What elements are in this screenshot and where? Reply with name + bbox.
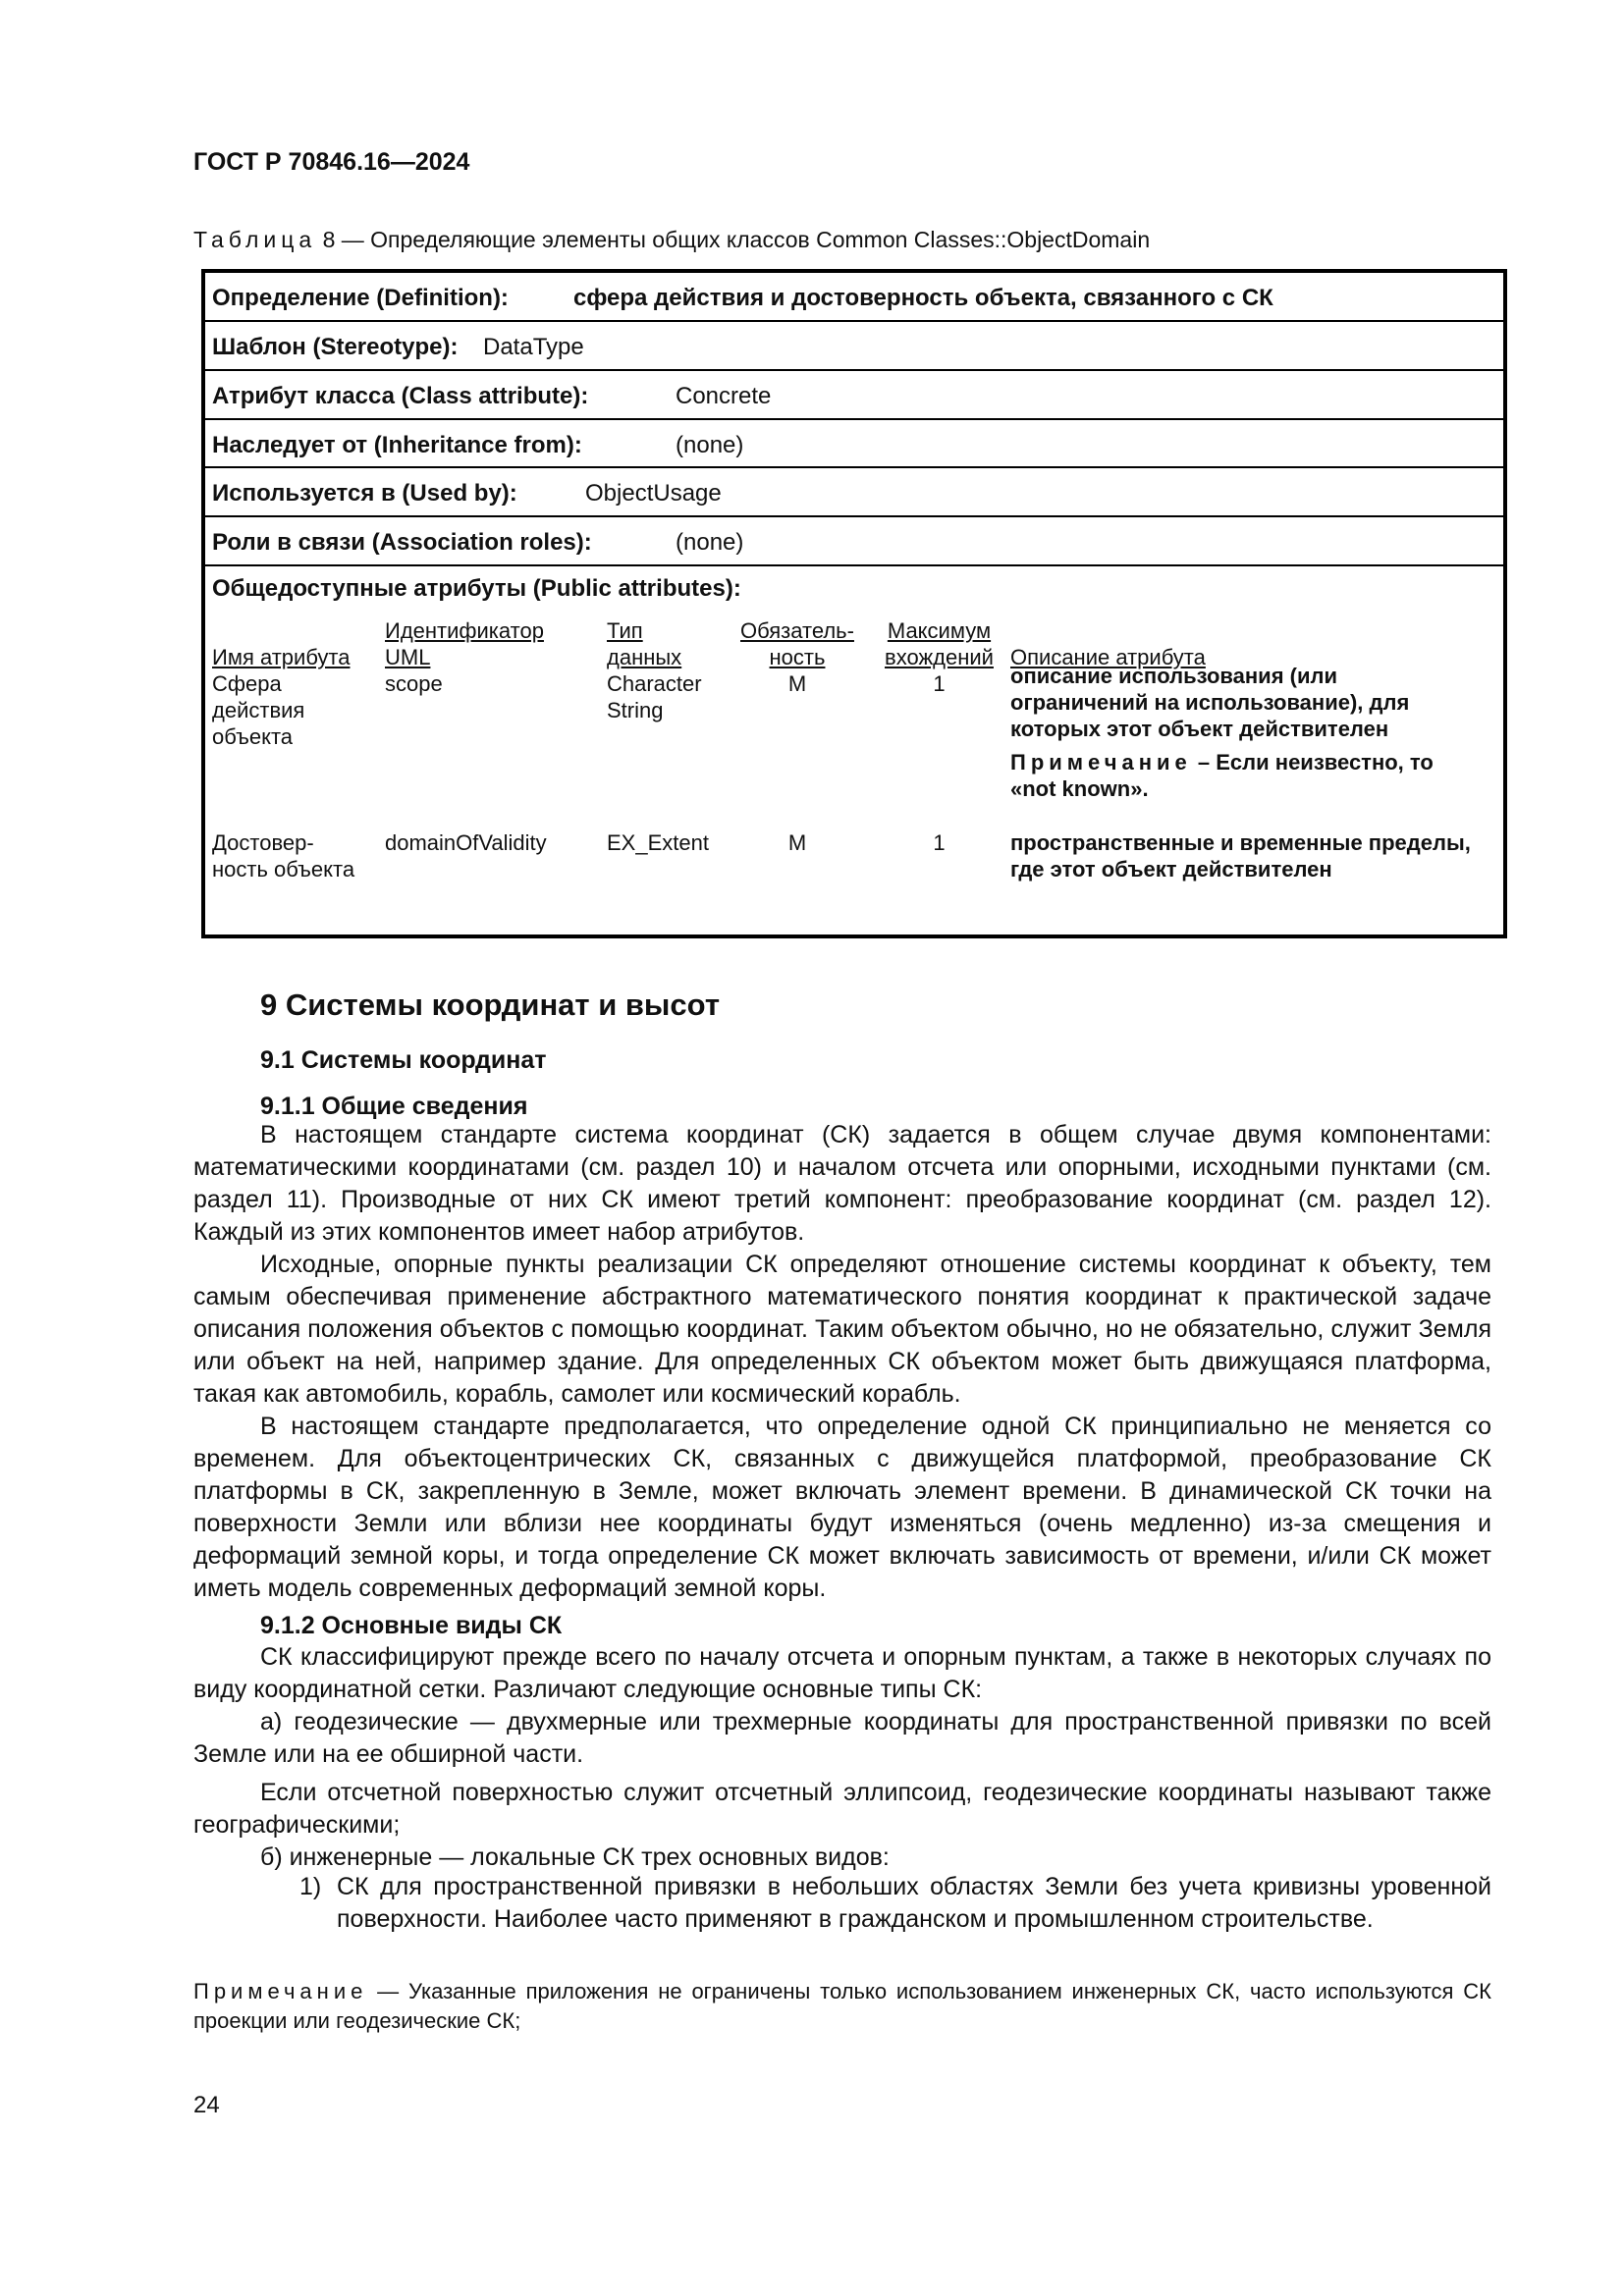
attr1-type-line: Character [607,671,702,696]
attr2-desc-line: пространственные и временные пределы, [1010,830,1471,855]
paragraph: В настоящем стандарте система координат (СК) задается в общем случае двумя компонентами: математическими координатами (см. раздел 10) и началом отсчета или опорными, исходными пунктами (см. раздел 11). Производные от них СК имеют третий компонент: преобразование координат (см. раздел 12). Каждый из этих компонентов имеет набор атрибутов. [193,1121,1491,1246]
attr1-note-line1 [1010,749,1434,775]
list-item-b: б) инженерные — локальные СК трех основных видов: [260,1843,890,1871]
object-domain-table [201,269,1507,938]
section-9-1-1-body [193,1119,1491,1605]
attr1-name-line: действия [212,698,305,722]
section-9-1-2-title: 9.1.2 Основные виды СК [260,1612,563,1639]
table-row-inheritance [205,420,1503,468]
table-row-class-attribute [205,371,1503,420]
list-item-a: а) геодезические — двухмерные или трехмерные координаты для пространственной привязки по всей Земле или на ее обширной части. [193,1708,1491,1768]
attr1-desc-line: которых этот объект действителен [1010,717,1389,741]
public-attributes-title: Общедоступные атрибуты (Public attributes): [212,575,741,602]
col-header-name-text: Имя атрибута [212,645,351,669]
inheritance-value: (none) [676,432,744,458]
attr1-name-line: объекта [212,724,294,749]
attr1-desc [1010,663,1409,742]
attr1-note [1010,749,1434,802]
section-note-word: Примечание [193,1979,368,2003]
col-header-obligation-line2: ность [769,645,826,669]
association-roles-key: Роли в связи (Association roles): [212,529,592,556]
col-header-type-line1: Тип [607,618,643,643]
attr2-name [212,829,354,882]
attr1-type [607,670,702,723]
stereotype-key: Шаблон (Stereotype): [212,334,459,360]
attr2-obligation: M [787,830,807,855]
table-caption-text: 8 — Определяющие элементы общих классов Common Classes::ObjectDomain [316,227,1151,252]
attr1-max: 1 [933,671,946,696]
class-attribute-value: Concrete [676,383,772,409]
section-9-1-2-body [193,1641,1491,1874]
attr2-desc-line: где этот объект действителен [1010,857,1332,881]
col-header-type-line2: данных [607,645,682,669]
document-header: ГОСТ Р 70846.16—2024 [193,148,470,176]
paragraph: Исходные, опорные пункты реализации СК определяют отношение системы координат к объекту, тем самым обеспечивая применение абстрактного математического понятия координат к практической задаче описания положения объектов с помощью координат. Таким объектом обычно, но не обязательно, служит Земля или объект на ней, например здание. Для определенных СК объектом может быть движущаяся платформа, такая как автомобиль, корабль, самолет или космический корабль. [193,1251,1491,1408]
section-9-title: 9 Системы координат и высот [260,988,720,1022]
paragraph: Если отсчетной поверхностью служит отсчетный эллипсоид, геодезические координаты называют также географическими; [193,1779,1491,1839]
list-item-b1 [337,1871,1491,1936]
used-by-value: ObjectUsage [585,480,722,507]
col-header-name [212,644,351,670]
attr1-type-line: String [607,698,664,722]
section-note-text: — Указанные приложения не ограничены только использованием инженерных СК, часто используются СК проекции или геодезические СК; [193,1979,1491,2033]
stereotype-value: DataType [483,334,584,360]
col-header-desc-text: Описание атрибута [1010,645,1206,669]
attr1-note-rest: – Если неизвестно, то [1191,750,1434,774]
attr2-desc [1010,829,1471,882]
list-item-b1-text: СК для пространственной привязки в небольших областях Земли без учета кривизны уровенной поверхности. Наиболее часто применяют в гражданском и промышленном строительстве. [337,1873,1491,1933]
section-9-1-1-title: 9.1.1 Общие сведения [260,1093,528,1120]
attr1-note-line2: «not known». [1010,776,1149,801]
table-row-stereotype [205,322,1503,371]
attr2-type: EX_Extent [607,830,709,855]
col-header-type [607,617,681,670]
list-item-b1-number: 1) [299,1873,322,1900]
attr2-name-line: Достовер- [212,830,314,855]
col-header-uml [385,617,544,670]
used-by-key: Используется в (Used by): [212,480,517,507]
section-9-1-title: 9.1 Системы координат [260,1046,547,1074]
definition-key: Определение (Definition): [212,285,509,311]
class-attribute-key: Атрибут класса (Class attribute): [212,383,589,409]
definition-value: сфера действия и достоверность объекта, связанного с СК [573,285,1273,311]
attr2-max: 1 [933,830,946,855]
col-header-uml-line1: Идентификатор [385,618,544,643]
attr2-uml: domainOfValidity [385,830,547,855]
paragraph: В настоящем стандарте предполагается, что определение одной СК принципиально не меняется со временем. Для объектоцентрических СК, связанных с движущейся платформой, преобразование СК платформы в СК, закрепленную в Земле, может включать элемент времени. В динамической СК точки на поверхности Земли или вблизи нее координаты будут изменяться (очень медленно) из-за смещения и деформаций земной коры, и тогда определение СК может включать зависимость от времени, и/или СК может иметь модель современных деформаций земной коры. [193,1413,1491,1602]
attr1-obligation: M [787,671,807,696]
attr1-name [212,670,304,750]
attr1-name-line: Сфера [212,671,282,696]
col-header-max-line1: Максимум [887,618,992,643]
attr1-desc-line: описание использования (или [1010,664,1337,688]
paragraph: СК классифицируют прежде всего по началу отсчета и опорным пунктам, а также в некоторых случаях по виду координатной сетки. Различают следующие основные типы СК: [193,1643,1491,1703]
page-number: 24 [193,2092,220,2118]
col-header-max-line2: вхождений [885,645,994,669]
table-caption-word: Таблица [193,227,317,252]
association-roles-value: (none) [676,529,744,556]
attr1-desc-line: ограничений на использование), для [1010,690,1410,715]
attr1-note-word: Примечание [1010,750,1192,774]
attr2-name-line: ность объекта [212,857,355,881]
attr1-uml: scope [385,671,443,696]
col-header-obligation [733,617,861,670]
table-row-definition [205,273,1503,322]
col-header-max [878,617,1001,670]
table-caption [193,227,1150,253]
col-header-obligation-line1: Обязатель- [740,618,854,643]
table-row-used-by [205,468,1503,517]
inheritance-key: Наследует от (Inheritance from): [212,432,582,458]
section-note [193,1977,1491,2036]
col-header-uml-line2: UML [385,645,431,669]
table-row-association-roles [205,517,1503,566]
